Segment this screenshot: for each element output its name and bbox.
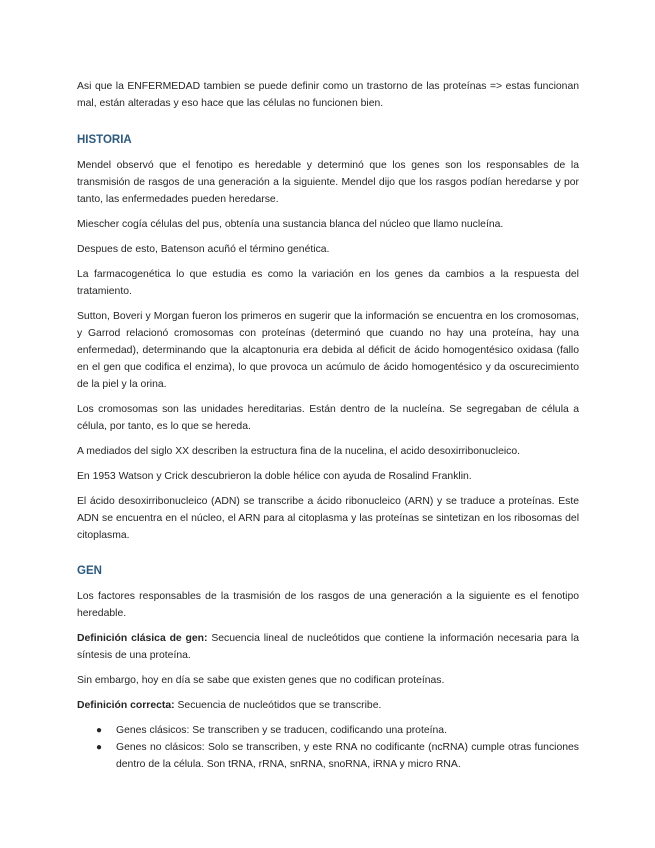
historia-paragraph-sutton: Sutton, Boveri y Morgan fueron los primeros en sugerir que la información se encuentra en los cromosomas, y Garrod relacionó cromosomas con proteínas (determinó que cuando no hay una proteína, hay una enfermedad), determinando que la alcaptonuria era debida al déficit de ácido homogentésico oxidasa (fallo en el gen que codifica el enzima), lo que provoca un acúmulo de ácido homogentésico y da oscurecimiento de la piel y la orina. — [77, 311, 579, 390]
definicion-clasica-text: Secuencia lineal de nucleótidos que contiene la información necesaria para la síntesis de una proteína. — [77, 633, 579, 661]
historia-paragraph-siglo-xx: A mediados del siglo XX describen la estructura fina de la nucelina, el acido desoxirribonucleico. — [77, 446, 521, 457]
definicion-clasica-label: Definición clásica de gen: — [77, 633, 208, 644]
document-page — [77, 70, 579, 773]
bullet-icon: ● — [96, 725, 103, 736]
historia-paragraph-batenson: Despues de esto, Batenson acuñó el término genética. — [77, 244, 330, 255]
list-item — [96, 739, 579, 773]
gen-definicion-correcta — [77, 697, 579, 714]
definicion-correcta-label: Definición correcta: — [77, 700, 175, 711]
historia-paragraph-farmacogenetica: La farmacogenética lo que estudia es como la variación en los genes da cambios a la respuesta del tratamiento. — [77, 269, 579, 297]
historia-paragraph-mendel: Mendel observó que el fenotipo es heredable y determinó que los genes son los responsables de la transmisión de rasgos de una generación a la siguiente. Mendel dijo que los rasgos podían heredarse y por tanto, las enfermedades pueden heredarse. — [77, 160, 579, 205]
list-item-text: Genes clásicos: Se transcriben y se traducen, codificando una proteína. — [116, 725, 447, 736]
list-item-text: Genes no clásicos: Solo se transcriben, y este RNA no codificante (ncRNA) cumple otras funciones dentro de la célula. Son tRNA, rRNA, snRNA, snoRNA, iRNA y micro RNA. — [116, 742, 579, 770]
genes-list — [77, 722, 579, 773]
list-item — [96, 722, 579, 739]
definicion-correcta-text: Secuencia de nucleótidos que se transcribe. — [174, 700, 382, 711]
gen-paragraph-sin-embargo: Sin embargo, hoy en día se sabe que existen genes que no codifican proteínas. — [77, 675, 445, 686]
gen-paragraph-factores: Los factores responsables de la trasmisión de los rasgos de una generación a la siguiente es el fenotipo heredable. — [77, 591, 579, 619]
historia-paragraph-watson-crick: En 1953 Watson y Crick descubrieron la doble hélice con ayuda de Rosalind Franklin. — [77, 471, 472, 482]
bullet-icon: ● — [96, 742, 103, 753]
historia-paragraph-cromosomas: Los cromosomas son las unidades hereditarias. Están dentro de la nucleína. Se segregaban de célula a célula, por tanto, es lo que se hereda. — [77, 404, 579, 432]
historia-paragraph-adn: El ácido desoxirribonucleico (ADN) se transcribe a ácido ribonucleico (ARN) y se traduce a proteínas. Este ADN se encuentra en el núcleo, el ARN para al citoplasma y las proteínas se sintetizan en los ribosomas del citoplasma. — [77, 496, 579, 541]
gen-heading: GEN — [77, 565, 102, 577]
historia-paragraph-miescher: Miescher cogía células del pus, obtenía una sustancia blanca del núcleo que llamo nucleína. — [77, 219, 504, 230]
gen-definicion-clasica — [77, 630, 579, 664]
historia-heading: HISTORIA — [77, 134, 132, 146]
intro-paragraph: Asi que la ENFERMEDAD tambien se puede definir como un trastorno de las proteínas => estas funcionan mal, están alteradas y eso hace que las células no funcionen bien. — [77, 81, 579, 109]
